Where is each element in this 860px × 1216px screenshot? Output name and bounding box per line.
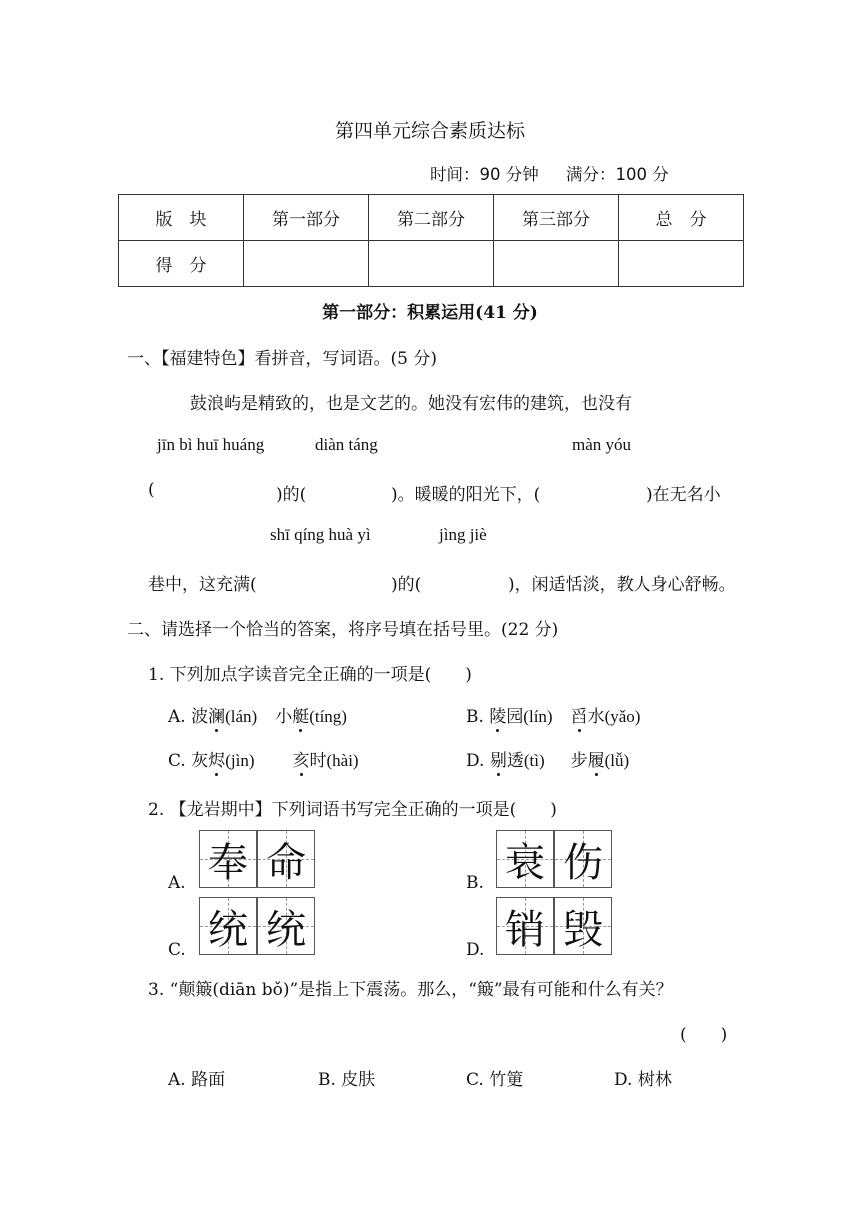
q2-1-option-c[interactable] xyxy=(168,746,359,771)
option-label: D. xyxy=(466,751,485,771)
option-text: 步 xyxy=(570,751,588,771)
part1-heading: 第一部分：积累运用(41 分) xyxy=(322,303,538,323)
q1-heading: 一、【福建特色】看拼音，写词语。(5 分) xyxy=(127,349,437,369)
dotted-char: 艇 xyxy=(292,707,310,727)
option-text: 小 xyxy=(275,707,293,727)
q2-3-option-b[interactable]: B. 皮肤 xyxy=(318,1070,376,1090)
option-label: B. xyxy=(466,707,484,727)
option-pinyin: (jìn) xyxy=(225,751,255,770)
score-cell[interactable] xyxy=(369,241,494,287)
score-header-cell: 第三部分 xyxy=(494,195,619,241)
score-row-label: 得 分 xyxy=(119,241,244,287)
q2-2-option-label[interactable]: A. xyxy=(168,873,186,893)
q2-2-stem: 2. 【龙岩期中】下列词语书写完全正确的一项是( ) xyxy=(148,800,557,820)
q1-passage-line1: 鼓浪屿是精致的，也是文艺的。她没有宏伟的建筑，也没有 xyxy=(190,394,632,414)
score-header-cell: 版 块 xyxy=(119,195,244,241)
q2-3-stem: 3. “颠簸(diān bǒ)”是指上下震荡。那么，“簸”最有可能和什么有关？ xyxy=(148,980,673,1000)
q1-passage-text: )，闲适恬淡，教人身心舒畅。 xyxy=(508,575,736,595)
option-pinyin: (tíng) xyxy=(309,707,347,726)
tianzige-char: 伤 xyxy=(563,839,603,886)
q1-pinyin: màn yóu xyxy=(572,435,632,454)
tianzige-char: 命 xyxy=(266,839,306,886)
dotted-char: 亥 xyxy=(292,751,310,771)
q1-passage-text: ( xyxy=(148,480,155,500)
option-pinyin: 时(hài) xyxy=(309,751,359,770)
q2-3-option-d[interactable]: D. 树林 xyxy=(614,1070,672,1090)
exam-meta xyxy=(430,161,691,185)
score-cell[interactable] xyxy=(244,241,369,287)
tianzige-char: 毁 xyxy=(563,906,603,953)
q2-heading: 二、请选择一个恰当的答案，将序号填在括号里。(22 分) xyxy=(127,620,559,640)
q1-pinyin: jīn bì huī huáng xyxy=(157,435,265,454)
q2-1-option-a[interactable] xyxy=(168,702,347,727)
q1-pinyin: jìng jiè xyxy=(439,525,487,544)
score-header-cell: 第二部分 xyxy=(369,195,494,241)
tianzige-char: 统 xyxy=(208,906,248,953)
q2-1-stem: 1. 下列加点字读音完全正确的一项是( ) xyxy=(148,665,472,685)
tianzige-char: 衰 xyxy=(505,839,545,886)
dotted-char: 陵 xyxy=(489,707,507,727)
q2-3-answer-bracket[interactable]: ( ) xyxy=(680,1025,728,1045)
q2-2-option-label[interactable]: D. xyxy=(466,940,485,960)
q1-passage-text: )的( xyxy=(391,575,422,595)
score-table-score-row xyxy=(119,241,744,287)
q1-pinyin: diàn táng xyxy=(315,435,378,454)
dotted-char: 澜 xyxy=(208,707,226,727)
q1-passage-text: )。暖暖的阳光下，( xyxy=(391,485,541,505)
score-cell[interactable] xyxy=(619,241,744,287)
tianzige-cell xyxy=(496,897,554,955)
tianzige-cell xyxy=(496,830,554,888)
q2-3-option-c[interactable]: C. 竹筻 xyxy=(466,1070,524,1090)
score-table-header-row xyxy=(119,195,744,241)
dotted-char: 剔 xyxy=(489,751,507,771)
exam-time: 时间：90 分钟 xyxy=(430,165,539,184)
tianzige-cell xyxy=(257,830,315,888)
q2-2-option-label[interactable]: B. xyxy=(466,873,484,893)
option-pinyin: 透(tì) xyxy=(506,751,545,770)
q1-pinyin: shī qíng huà yì xyxy=(270,525,371,544)
option-pinyin: 园(lín) xyxy=(506,707,553,726)
option-text: 灰 xyxy=(191,751,209,771)
q1-passage-text: )在无名小 xyxy=(646,485,721,505)
score-table xyxy=(118,194,744,287)
option-text: 波 xyxy=(191,707,209,727)
q2-2-option-label[interactable]: C. xyxy=(168,940,186,960)
q2-3-option-a[interactable]: A. 路面 xyxy=(168,1070,226,1090)
q2-1-option-b[interactable] xyxy=(466,702,640,727)
score-header-cell: 第一部分 xyxy=(244,195,369,241)
score-cell[interactable] xyxy=(494,241,619,287)
tianzige-cell xyxy=(554,830,612,888)
tianzige-cell xyxy=(199,830,257,888)
tianzige-cell xyxy=(199,897,257,955)
tianzige-char: 销 xyxy=(505,906,545,953)
dotted-char: 履 xyxy=(587,751,605,771)
dotted-char: 舀 xyxy=(570,707,588,727)
option-pinyin: (lǚ) xyxy=(604,751,630,770)
exam-full-score: 满分：100 分 xyxy=(566,165,669,184)
option-label: C. xyxy=(168,751,186,771)
option-pinyin: 水(yǎo) xyxy=(587,707,641,726)
tianzige-char: 统 xyxy=(266,906,306,953)
tianzige-cell xyxy=(554,897,612,955)
option-label: A. xyxy=(168,707,186,727)
page-title: 第四单元综合素质达标 xyxy=(334,120,525,142)
q1-passage-text: 巷中，这充满( xyxy=(148,575,257,595)
q2-1-option-d[interactable] xyxy=(466,746,629,771)
dotted-char: 烬 xyxy=(208,751,226,771)
option-pinyin: (lán) xyxy=(225,707,258,726)
score-header-cell: 总 分 xyxy=(619,195,744,241)
tianzige-cell xyxy=(257,897,315,955)
q1-passage-text: )的( xyxy=(276,485,307,505)
tianzige-char: 奉 xyxy=(208,839,248,886)
